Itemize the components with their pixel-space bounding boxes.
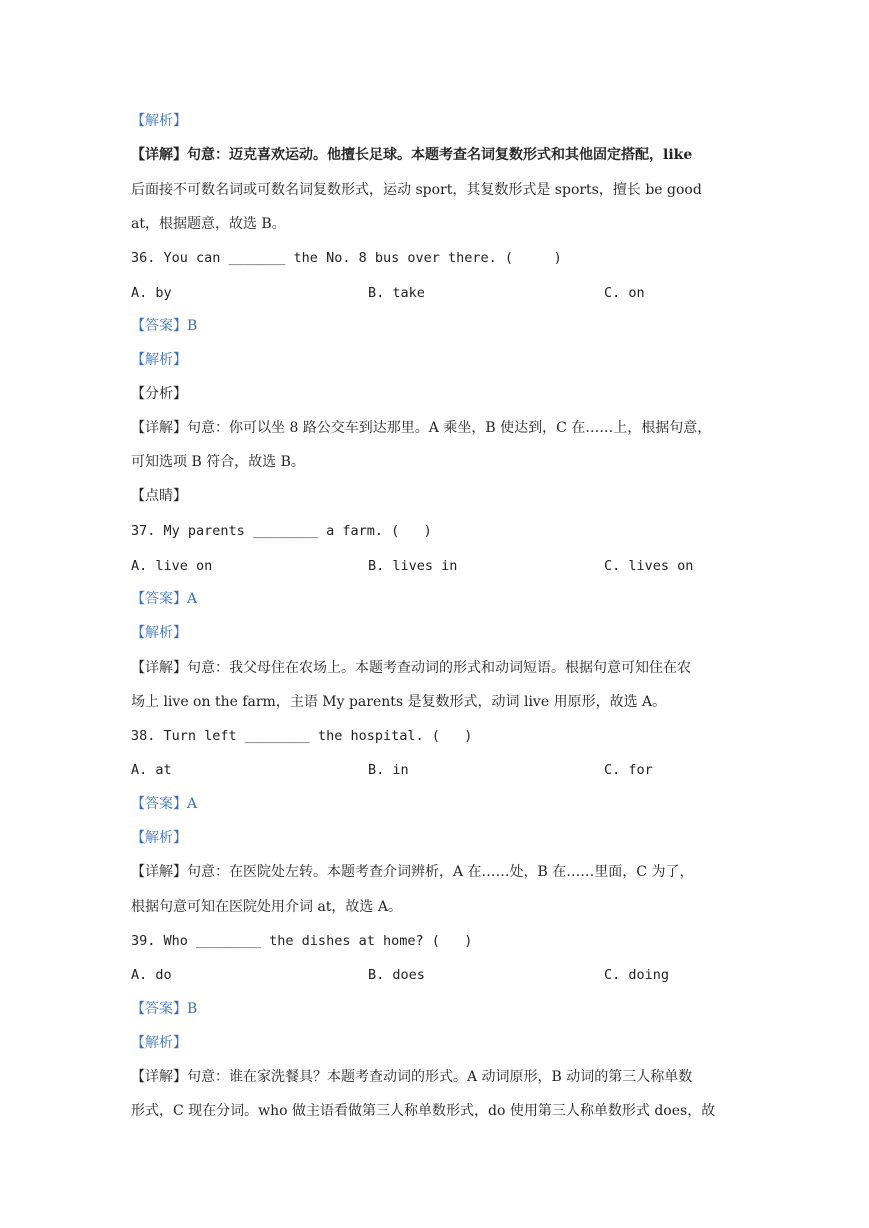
question-37-stem: 37. My parents ________ a farm. ( ): [131, 523, 432, 539]
detail-line: [131, 145, 692, 165]
q38-jiexi-label: 【解析】: [131, 830, 187, 846]
q38-detail-line: 【详解】句意：在医院处左转。本题考查介词辨析，A 在……处，B 在……里面，C 为了，: [131, 864, 694, 880]
q37-answer: 【答案】A: [131, 591, 198, 607]
q37-option-a: A. live on: [131, 558, 213, 574]
question-36-stem: 36. You can _______ the No. 8 bus over there. ( ): [131, 250, 562, 266]
q39-option-a: A. do: [131, 967, 172, 983]
q36-option-c: C. on: [604, 285, 645, 301]
question-39-stem: 39. Who ________ the dishes at home? ( ): [131, 933, 473, 949]
q38-answer: 【答案】A: [131, 796, 198, 812]
q36-detail-line: 可知选项 B 符合，故选 B。: [131, 454, 305, 470]
q36-option-a: A. by: [131, 285, 172, 301]
q36-fenxi-label: 【分析】: [131, 386, 187, 402]
q39-answer: 【答案】B: [131, 1001, 198, 1017]
q39-detail-line: 形式，C 现在分词。who 做主语看做第三人称单数形式，do 使用第三人称单数形式 does，故: [131, 1103, 716, 1119]
q36-detail-line: 【详解】句意：你可以坐 8 路公交车到达那里。A 乘坐，B 使达到，C 在……上，根据句意，: [131, 420, 712, 436]
detail-line: 后面接不可数名词或可数名词复数形式，运动 sport，其复数形式是 sports，擅长 be good: [131, 182, 702, 198]
q37-jiexi-label: 【解析】: [131, 625, 187, 641]
detail-line: at，根据题意，故选 B。: [131, 216, 286, 232]
q36-jiexi-label: 【解析】: [131, 352, 187, 368]
q36-option-b: B. take: [368, 285, 425, 301]
q37-detail-line: 【详解】句意：我父母住在农场上。本题考查动词的形式和动词短语。根据句意可知住在农: [131, 660, 691, 676]
q37-option-c: C. lives on: [604, 558, 694, 574]
q38-option-b: B. in: [368, 762, 409, 778]
q39-jiexi-label: 【解析】: [131, 1035, 187, 1051]
q39-option-c: C. doing: [604, 967, 670, 983]
q36-dianjing-label: 【点睛】: [131, 488, 187, 504]
q37-option-b: B. lives in: [368, 558, 458, 574]
q38-option-a: A. at: [131, 762, 172, 778]
question-38-stem: 38. Turn left ________ the hospital. ( ): [131, 728, 473, 744]
q38-detail-line: 根据句意可知在医院处用介词 at，故选 A。: [131, 899, 402, 915]
q39-option-b: B. does: [368, 967, 425, 983]
q38-option-c: C. for: [604, 762, 653, 778]
q37-detail-line: 场上 live on the farm，主语 My parents 是复数形式，动词 live 用原形，故选 A。: [131, 694, 667, 710]
detail-text: 【详解】句意：迈克喜欢运动。他擅长足球。本题考查名词复数形式和其他固定搭配，like: [131, 147, 693, 163]
jiexi-label: 【解析】: [131, 113, 187, 129]
q39-detail-line: 【详解】句意：谁在家洗餐具？本题考查动词的形式。A 动词原形，B 动词的第三人称单数: [131, 1069, 693, 1085]
q36-answer: 【答案】B: [131, 318, 198, 334]
